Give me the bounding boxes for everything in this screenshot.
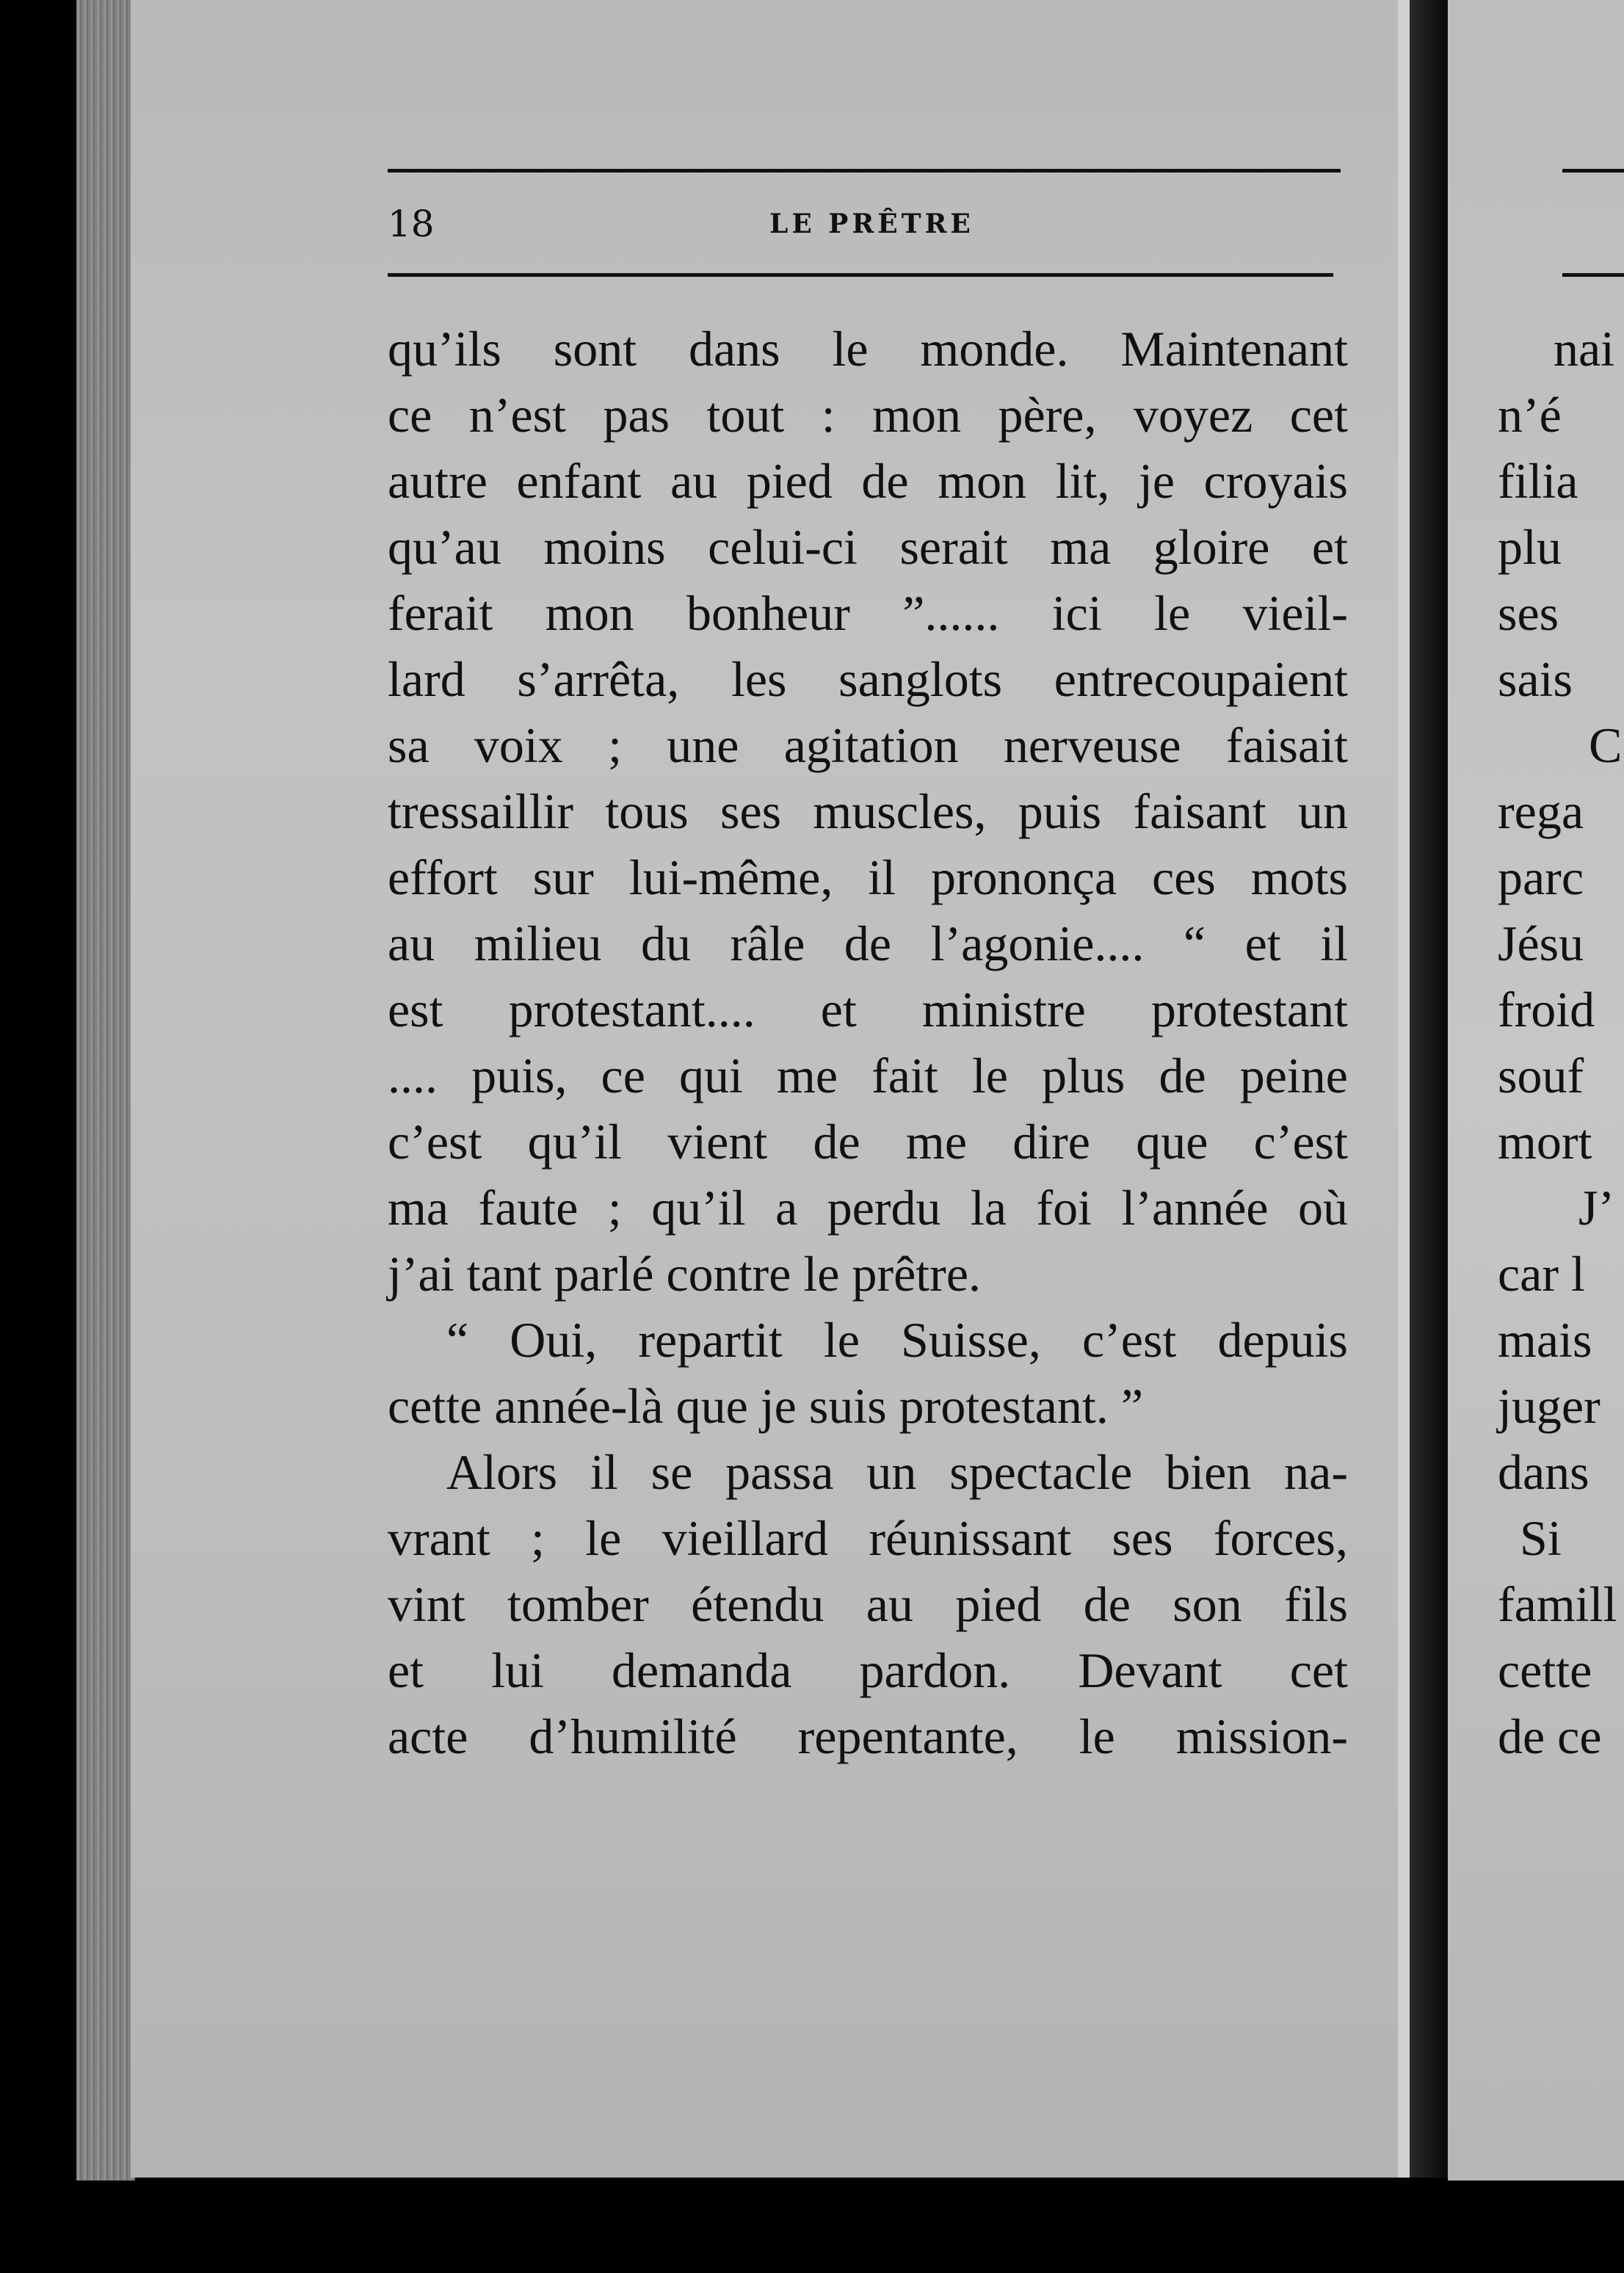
facing-text-fragment: filia [1498, 453, 1578, 509]
text-line: acte d’humilité repentante, le mission- [388, 1708, 1348, 1764]
body-text [388, 316, 1348, 1769]
text-line: ferait mon bonheur ”...... ici le vieil- [388, 585, 1348, 641]
facing-text-fragment: nai [1554, 321, 1615, 377]
text-line: lard s’arrêta, les sanglots entrecoupaient [388, 651, 1348, 707]
text-line: est protestant.... et ministre protestant [388, 982, 1348, 1037]
facing-text-fragment: dans [1498, 1444, 1589, 1500]
facing-text-fragment: cette [1498, 1642, 1592, 1698]
facing-text-fragment: Si [1520, 1510, 1562, 1566]
text-line: qu’au moins celui-ci serait ma gloire et [388, 519, 1348, 575]
page-number: 18 [388, 203, 435, 245]
page-margin-edge [1398, 0, 1410, 2178]
facing-page-text [1498, 316, 1624, 1769]
text-line: et lui demanda pardon. Devant cet [388, 1642, 1348, 1698]
text-line: .... puis, ce qui me fait le plus de peine [388, 1048, 1348, 1103]
facing-text-fragment: de ce [1498, 1708, 1602, 1764]
facing-text-fragment: parc [1498, 849, 1584, 905]
facing-text-fragment: ses [1498, 585, 1559, 641]
text-line: Alors il se passa un spectacle bien na- [446, 1444, 1348, 1500]
text-line: effort sur lui-même, il prononça ces mots [388, 849, 1348, 905]
text-line: “ Oui, repartit le Suisse, c’est depuis [446, 1312, 1348, 1368]
facing-text-fragment: n’é [1498, 387, 1562, 443]
running-title: LE PRÊTRE [769, 209, 974, 239]
facing-text-fragment: Jésu [1498, 916, 1584, 971]
page-edges [76, 0, 135, 2180]
text-line: c’est qu’il vient de me dire que c’est [388, 1114, 1348, 1170]
text-line: cette année-là que je suis protestant. ” [388, 1378, 1143, 1434]
header-rule-bottom [388, 273, 1333, 277]
facing-header-rule-top [1562, 169, 1624, 173]
facing-text-fragment: souf [1498, 1048, 1584, 1103]
facing-text-fragment: car l [1498, 1246, 1585, 1302]
facing-header-rule-bottom [1562, 273, 1624, 277]
text-line: j’ai tant parlé contre le prêtre. [388, 1246, 981, 1302]
facing-text-fragment: C [1589, 717, 1623, 773]
facing-text-fragment: mort [1498, 1114, 1592, 1170]
facing-text-fragment: froid [1498, 982, 1595, 1037]
facing-text-fragment: plu [1498, 519, 1562, 575]
text-line: vint tomber étendu au pied de son fils [388, 1576, 1348, 1632]
text-line: au milieu du râle de l’agonie.... “ et il [388, 916, 1348, 971]
facing-text-fragment: J’ [1578, 1180, 1615, 1236]
text-line: ce n’est pas tout : mon père, voyez cet [388, 387, 1348, 443]
text-line: ma faute ; qu’il a perdu la foi l’année où [388, 1180, 1348, 1236]
facing-text-fragment: famill [1498, 1576, 1617, 1632]
text-line: autre enfant au pied de mon lit, je croyais [388, 453, 1348, 509]
text-line: vrant ; le vieillard réunissant ses forces, [388, 1510, 1348, 1566]
text-line: qu’ils sont dans le monde. Maintenant [388, 321, 1348, 377]
facing-text-fragment: sais [1498, 651, 1573, 707]
text-line: tressaillir tous ses muscles, puis faisant un [388, 783, 1348, 839]
facing-text-fragment: juger [1498, 1378, 1601, 1434]
facing-text-fragment: mais [1498, 1312, 1592, 1368]
facing-text-fragment: rega [1498, 783, 1584, 839]
header-rule-top [388, 169, 1341, 173]
text-line: sa voix ; une agitation nerveuse faisait [388, 717, 1348, 773]
